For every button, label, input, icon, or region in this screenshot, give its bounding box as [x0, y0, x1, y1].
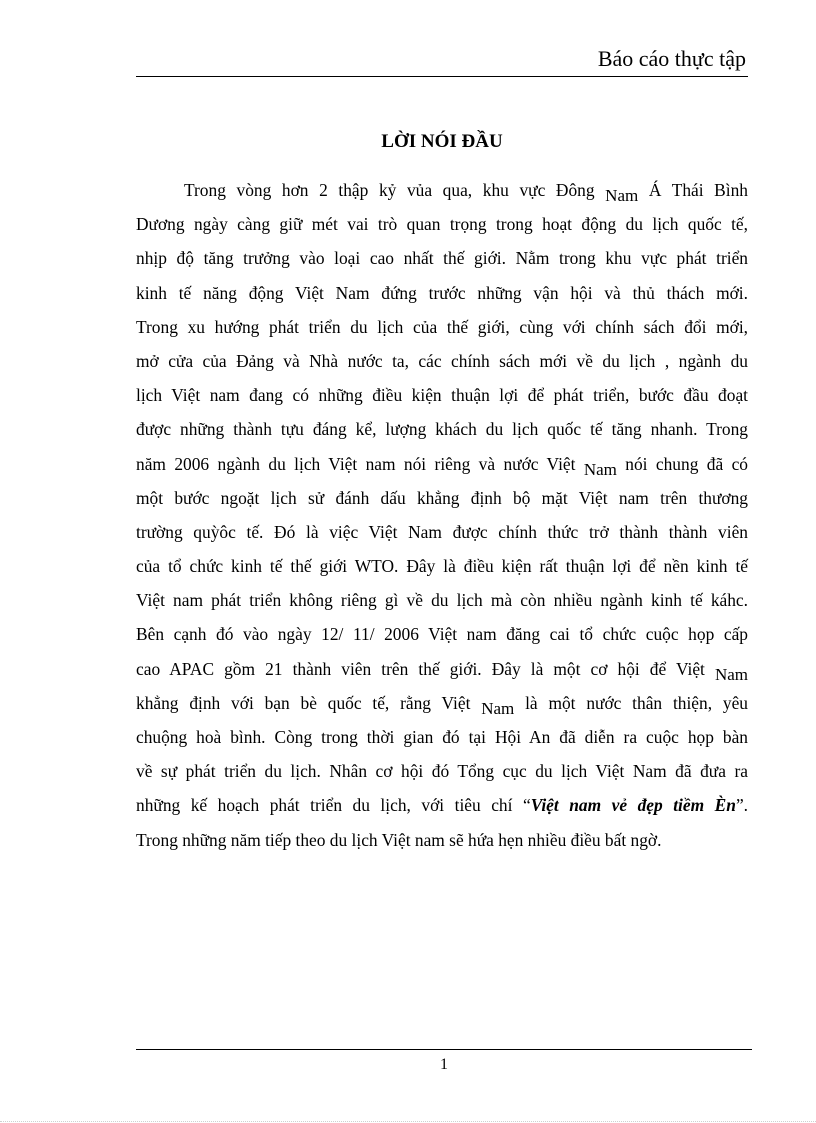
body-paragraph	[136, 177, 748, 861]
paragraph-line: một bước ngoặt lịch sử đánh dấu khẳng định bộ mặt Việt nam trên thương	[136, 487, 748, 508]
paragraph-line: nhịp độ tăng trưởng vào loại cao nhất thế giới. Nằm trong khu vực phát triển	[136, 248, 748, 269]
paragraph-line: chuộng hoà bình. Còng trong thời gian đó tại Hội An đã diễn ra cuộc họp bàn	[136, 727, 748, 747]
raised-word: Nam	[714, 664, 748, 684]
paragraph-line: năm 2006 ngành du lịch Việt nam nói riêng và nước Việt Nam nói chung đã có	[136, 453, 748, 479]
paragraph-line: về sự phát triển du lịch. Nhân cơ hội đó Tổng cục du lịch Việt Nam đã đưa ra	[136, 761, 748, 782]
paragraph-line: trường quỳôc tế. Đó là việc Việt Nam được chính thức trở thành thành viên	[136, 521, 748, 542]
paragraph-line: được những thành tựu đáng kể, lượng khách du lịch quốc tế tăng nhanh. Trong	[136, 419, 748, 440]
page-number: 1	[440, 1056, 448, 1073]
paragraph-line: lịch Việt nam đang có những điều kiện thuận lợi để phát triển, bước đầu đoạt	[136, 385, 748, 406]
paragraph-line: Trong vòng hơn 2 thập kỷ vủa qua, khu vực Đông Nam Á Thái Bình	[184, 180, 748, 205]
page-edge	[0, 1121, 816, 1122]
paragraph-line: khẳng định với bạn bè quốc tế, rằng Việt Nam là một nước thân thiện, yêu	[136, 692, 748, 718]
footer-rule	[136, 1049, 752, 1050]
section-heading: LỜI NÓI ĐẦU	[381, 131, 503, 152]
raised-word: Nam	[605, 186, 639, 205]
paragraph-line: Việt nam phát triển không riêng gì về du lịch mà còn nhiều ngành kinh tế káhc.	[136, 590, 748, 611]
paragraph-line: Bên cạnh đó vào ngày 12/ 11/ 2006 Việt nam đăng cai tổ chức cuộc họp cấp	[136, 624, 748, 645]
paragraph-line: của tổ chức kinh tế thế giới WTO. Đây là điều kiện rất thuận lợi để nền kinh tế	[136, 556, 748, 577]
raised-word: Nam	[481, 698, 515, 718]
running-header-title: Báo cáo thực tập	[597, 46, 746, 71]
raised-word: Nam	[583, 459, 617, 479]
paragraph-line: mở cửa của Đảng và Nhà nước ta, các chính sách mới về du lịch , ngành du	[136, 350, 748, 371]
paragraph-line: những kế hoạch phát triển du lịch, với tiêu chí “Việt nam vẻ đẹp tiềm Èn”.	[136, 795, 749, 816]
paragraph-line: Trong những năm tiếp theo du lịch Việt nam sẽ hứa hẹn nhiều điều bất ngờ.	[136, 829, 662, 850]
paragraph-line: Dương ngày càng giữ mét vai trò quan trọng trong hoạt động du lịch quốc tế,	[136, 214, 748, 235]
emphasized-slogan: Việt nam vẻ đẹp tiềm Èn	[530, 795, 736, 816]
paragraph-line: cao APAC gồm 21 thành viên trên thế giới. Đây là một cơ hội để Việt Nam	[136, 658, 748, 684]
paragraph-line: kinh tế năng động Việt Nam đứng trước những vận hội và thủ thách mới.	[136, 282, 748, 303]
paragraph-line: Trong xu hướng phát triển du lịch của thế giới, cùng với chính sách đổi mới,	[136, 316, 748, 337]
header-rule	[136, 76, 748, 77]
